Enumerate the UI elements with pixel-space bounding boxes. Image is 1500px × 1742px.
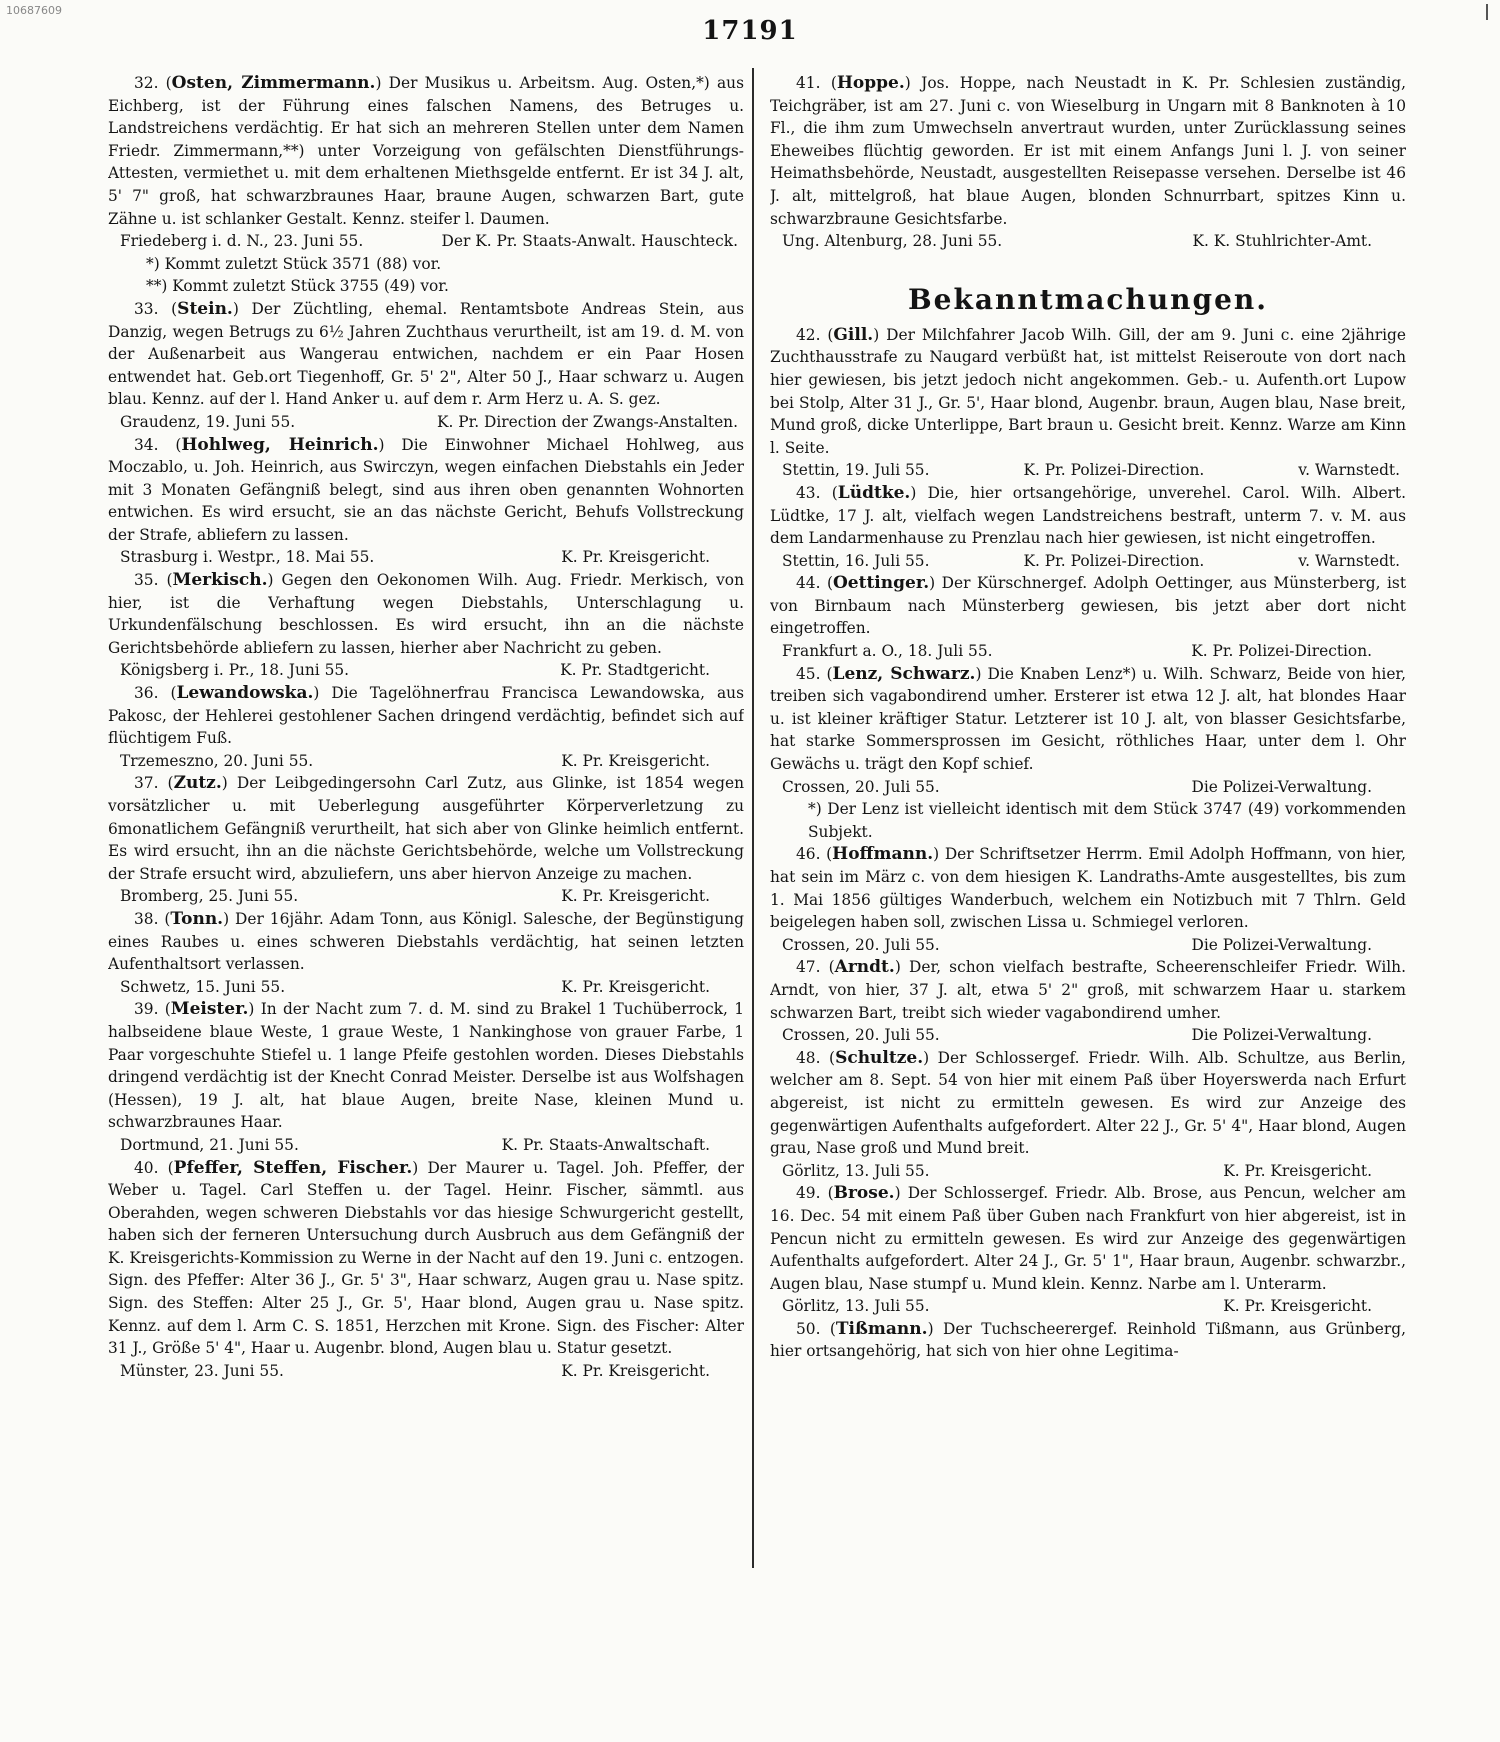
notice-place-date: Görlitz, 13. Juli 55. [782,1161,930,1180]
notice-authority: K. Pr. Kreisgericht. [561,1361,710,1380]
notice-keyword: Merkisch. [172,570,268,591]
notice-44 [770,572,1406,662]
notice-signature [108,546,744,569]
notice-signature [770,1024,1406,1047]
notice-number: 34. [134,435,159,454]
notice-place-date: Münster, 23. Juni 55. [120,1361,284,1380]
notice-number: 44. [796,574,821,593]
notice-place-date: Bromberg, 25. Juni 55. [120,887,299,906]
notice-body: 33. (Stein.) Der Züchtling, ehemal. Rentamtsbote Andreas Stein, aus Danzig, wegen Betrugs zu 6½ Jahren Zuchthaus verurtheilt, ist am 19. d. M. von der Außenarbeit aus Wangerau entwichen, nachdem er ein Paar Hosen entwendet hat. Geb.ort Tiegenhoff, Gr. 5' 2", Alter 50 J., Haar schwarz u. Augen blau. Kennz. auf der l. Hand Anker u. auf dem r. Arm Herz u. A. S. gez. [108,298,744,409]
notice-place-date: Crossen, 20. Juli 55. [782,777,940,796]
notice-authority: K. Pr. Staats-Anwaltschaft. [501,1135,710,1154]
notice-number: 33. [134,299,159,318]
footnote: **) Kommt zuletzt Stück 3755 (49) vor. [146,277,449,296]
notice-keyword: Tißmann. [835,1318,928,1339]
notice-body: 47. (Arndt.) Der, schon vielfach bestrafte, Scheerenschleifer Friedr. Wilh. Arndt, von hier, 37 J. alt, etwa 5' 2" groß, mit schwarzem Haar u. starkem schwarzen Bart, treibt sich wieder vagabondirend umher. [770,957,1406,1022]
notice-text: Der 16jähr. Adam Tonn, aus Königl. Salesche, der Begünstigung eines Raubes u. eines schweren Diebstahls verdächtig, hat seinen letzten Aufenthaltsort verlassen. [108,909,744,974]
notice-number: 46. [796,845,821,864]
notice-text: Die, hier ortsangehörige, unverehel. Carol. Wilh. Albert. Lüdtke, 17 J. alt, vielfach wegen Landstreichens bestraft, unterm 7. v. M. aus dem Landarmenhause zu Prenzlau nach hier gewiesen, ist nicht eingetroffen. [770,483,1406,548]
notice-signature [770,1160,1406,1183]
notice-keyword: Zutz. [173,773,222,794]
notice-keyword: Hohlweg, Heinrich. [181,434,379,455]
notice-39 [108,998,744,1156]
notice-signature [770,550,1406,573]
section-heading: Bekanntmachungen. [907,282,1269,316]
notice-35 [108,569,744,682]
notice-32 [108,72,744,298]
notice-42 [770,324,1406,482]
notice-authority: K. Pr. Kreisgericht. [561,887,710,906]
notice-signature [108,885,744,908]
notice-place-date: Stettin, 19. Juli 55. [782,461,930,480]
notice-body: 39. (Meister.) In der Nacht zum 7. d. M. sind zu Brakel 1 Tuchüberrock, 1 halbseidene blaue Weste, 1 graue Weste, 1 Nankinghose von grauer Farbe, 1 Paar vorgeschuhte Stiefel u. 1 lange Pfeife gestohlen worden. Dieses Diebstahls dringend verdächtig ist der Knecht Conrad Meister. Derselbe ist aus Wolfshagen (Hessen), 19 J. alt, hat blaue Augen, breite Nase, kleinen Mund u. schwarzbraunes Haar. [108,999,744,1132]
notice-47 [770,956,1406,1046]
notice-place-date: Dortmund, 21. Juni 55. [120,1135,299,1154]
column-rule [752,68,754,1568]
notice-signature [108,976,744,999]
notice-keyword: Tonn. [170,908,224,929]
notice-41 [770,72,1406,253]
notice-authority: K. Pr. Polizei-Direction. [1191,642,1372,661]
notice-keyword: Meister. [170,999,249,1020]
notice-body: 38. (Tonn.) Der 16jähr. Adam Tonn, aus Königl. Salesche, der Begünstigung eines Raubes u. eines schweren Diebstahls verdächtig, hat seinen letzten Aufenthaltsort verlassen. [108,908,744,974]
notice-body: 34. (Hohlweg, Heinrich.) Die Einwohner Michael Hohlweg, aus Moczablo, u. Joh. Heinrich, aus Swirczyn, wegen einfachen Diebstahls ein Jeder mit 3 Monaten Gefängniß belegt, sind aus ihren oben genannten Wohnorten entwichen. Es wird ersucht, sie an das nächste Gericht, Behufs Vollstreckung der Strafe, abliefern zu lassen. [108,434,744,544]
notice-place-date: Strasburg i. Westpr., 18. Mai 55. [120,548,375,567]
notice-text: Die Einwohner Michael Hohlweg, aus Moczablo, u. Joh. Heinrich, aus Swirczyn, wegen einfachen Diebstahls ein Jeder mit 3 Monaten Gefängniß belegt, sind aus ihren oben genannten Wohnorten entwichen. Es wird ersucht, sie an das nächste Gericht, Behufs Vollstreckung der Strafe, abliefern zu lassen. [108,435,744,544]
notice-body: 45. (Lenz, Schwarz.) Die Knaben Lenz*) u. Wilh. Schwarz, Beide von hier, treiben sich vagabondirend umher. Ersterer ist etwa 12 J. alt, hat blondes Haar u. ist kleiner kräftiger Statur. Letzterer ist 10 J. alt, von blasser Gesichtsfarbe, hat starke Sommersprossen im Gesicht, röthliches Haar, unter dem l. Ohr Gewächs u. trägt den Kopf schief. [770,663,1406,774]
notice-keyword: Osten, Zimmermann. [171,73,376,93]
notice-number: 50. [796,1319,821,1338]
notice-authority: Die Polizei-Verwaltung. [1191,1026,1372,1045]
notice-authority: K. K. Stuhlrichter-Amt. [1192,232,1372,251]
notice-signature [108,1360,744,1383]
notice-50 [770,1318,1406,1363]
notice-authority: K. Pr. Kreisgericht. [561,548,710,567]
notice-keyword: Stein. [177,298,233,319]
notice-body: 36. (Lewandowska.) Die Tagelöhnerfrau Francisca Lewandowska, aus Pakosc, der Hehlerei gestohlener Sachen dringend verdächtig, befindet sich auf flüchtigem Fuß. [108,683,744,748]
notice-place-date: Crossen, 20. Juli 55. [782,935,940,954]
notice-text: Der Leibgedingersohn Carl Zutz, aus Glinke, ist 1854 wegen vorsätzlicher u. mit Ueberlegung ausgeführter Körperverletzung zu 6monatlichem Gefängniß verurtheilt, hat sich aber von Glinke heimlich entfernt. Es wird ersucht, ihn an die nächste Gerichtsbehörde, welche um Vollstreckung der Strafe ersucht wird, abzuliefern, uns aber hiervon Anzeige zu machen. [108,774,744,883]
notice-45 [770,663,1406,844]
notice-keyword: Pfeffer, Steffen, Fischer. [173,1157,413,1178]
notice-text: Der Schlossergef. Friedr. Alb. Brose, aus Pencun, welcher am 16. Dec. 54 mit einem Paß über Guben nach Frankfurt von hier abgereist, ist in Pencun nicht zu ermitteln gewesen. Es wird zur Anzeige des gegenwärtigen Aufenthalts aufgefordert. Alter 24 J., Gr. 5' 1", Haar braun, Augenbr. schwarzbr., Augen blau, Nase stumpf u. Mund klein. Kennz. Narbe am l. Unterarm. [770,1184,1406,1293]
notice-place-date: Stettin, 16. Juli 55. [782,551,930,570]
notice-body: 43. (Lüdtke.) Die, hier ortsangehörige, unverehel. Carol. Wilh. Albert. Lüdtke, 17 J. alt, vielfach wegen Landstreichens bestraft, unterm 7. v. M. aus dem Landarmenhause zu Prenzlau nach hier gewiesen, ist nicht eingetroffen. [770,482,1406,548]
notice-40 [108,1157,744,1383]
notice-authority: Der K. Pr. Staats-Anwalt. Hauschteck. [441,232,738,251]
notice-authority: K. Pr. Kreisgericht. [1223,1297,1372,1316]
notice-text: Die Tagelöhnerfrau Francisca Lewandowska, aus Pakosc, der Hehlerei gestohlener Sachen dringend verdächtig, befindet sich auf flüchtigem Fuß. [108,684,744,748]
notice-48 [770,1047,1406,1183]
notice-body: 50. (Tißmann.) Der Tuchscheerergef. Reinhold Tißmann, aus Grünberg, hier ortsangehörig, hat sich von hier ohne Legitima- [770,1318,1406,1361]
notice-text: In der Nacht zum 7. d. M. sind zu Brakel 1 Tuchüberrock, 1 halbseidene blaue Weste, 1 graue Weste, 1 Nankinghose von grauer Farbe, 1 Paar vorgeschuhte Stiefel u. 1 lange Pfeife gestohlen worden. Dieses Diebstahls dringend verdächtig ist der Knecht Conrad Meister. Derselbe ist aus Wolfshagen (Hessen), 19 J. alt, hat blaue Augen, breite Nase, kleinen Mund u. schwarzbraunes Haar. [108,1000,744,1132]
notice-body: 49. (Brose.) Der Schlossergef. Friedr. Alb. Brose, aus Pencun, welcher am 16. Dec. 54 mit einem Paß über Guben nach Frankfurt von hier abgereist, ist in Pencun nicht zu ermitteln gewesen. Es wird zur Anzeige des gegenwärtigen Aufenthalts aufgefordert. Alter 24 J., Gr. 5' 1", Haar braun, Augenbr. schwarzbr., Augen blau, Nase stumpf u. Mund klein. Kennz. Narbe am l. Unterarm. [770,1183,1406,1293]
notice-authority: K. Pr. Kreisgericht. [1223,1161,1372,1180]
notice-number: 32. [134,74,159,92]
notice-text: Der Musikus u. Arbeitsm. Aug. Osten,*) aus Eichberg, ist der Führung eines falschen Namens, des Betruges u. Landstreichens verdächtig. Er hat sich an mehreren Stellen unter dem Namen Friedr. Zimmermann,**) unter Vorzeigung von gefälschten Dienstführungs-Attesten, vermiethet u. mit dem erhaltenen Miethsgelde entfernt. Er ist 34 J. alt, 5' 7" groß, hat schwarzbraunes Haar, braune Augen, schwarzen Bart, gute Zähne u. ist schlanker Gestalt. Kennz. steifer l. Daumen. [108,74,744,228]
notice-signature [108,659,744,682]
notice-authority: K. Pr. Stadtgericht. [560,661,710,680]
notice-36 [108,682,744,772]
notice-number: 48. [796,1048,821,1067]
notice-text: Der Schlossergef. Friedr. Wilh. Alb. Schultze, aus Berlin, welcher am 8. Sept. 54 von hier mit einem Paß über Hoyerswerda nach Erfurt abgereist, ist nicht zu ermitteln gewesen. Es wird zur Anzeige des gegenwärtigen Aufenthalts aufgefordert. Alter 22 J., Gr. 5' 4", Haar blond, Augen grau, Nase groß und Mund breit. [770,1048,1406,1158]
notice-signature [770,934,1406,957]
notice-body: 42. (Gill.) Der Milchfahrer Jacob Wilh. Gill, der am 9. Juni c. eine 2jährige Zuchthausstrafe zu Naugard verbüßt hat, ist mittelst Reiseroute von dort nach hier gewiesen, bis jetzt jedoch nicht angekommen. Geb.- u. Aufenth.ort Lupow bei Stolp, Alter 31 J., Gr. 5', Haar blond, Augenbr. braun, Augen blau, Nase breit, Mund groß, dicke Unterlippe, Bart braun u. Gesicht breit. Kennz. Warze am Kinn l. Seite. [770,324,1406,457]
notice-text: Der Kürschnergef. Adolph Oettinger, aus Münsterberg, ist von Birnbaum nach Münsterberg gewiesen, bis jetzt aber dort nicht eingetroffen. [770,574,1406,638]
notice-number: 38. [134,909,159,928]
notice-text: Der Züchtling, ehemal. Rentamtsbote Andreas Stein, aus Danzig, wegen Betrugs zu 6½ Jahren Zuchthaus verurtheilt, ist am 19. d. M. von der Außenarbeit aus Wangerau entwichen, nachdem er ein Paar Hosen entwendet hat. Geb.ort Tiegenhoff, Gr. 5' 2", Alter 50 J., Haar schwarz u. Augen blau. Kennz. auf der l. Hand Anker u. auf dem r. Arm Herz u. A. S. gez. [108,299,744,409]
notice-authority: K. Pr. Direction der Zwangs-Anstalten. [436,412,738,431]
notice-authority: K. Pr. Polizei-Direction. [1023,461,1205,480]
notice-text: Der Maurer u. Tagel. Joh. Pfeffer, der Weber u. Tagel. Carl Steffen u. der Tagel. Heinr. Fischer, sämmtl. aus Oberahden, wegen schweren Diebstahls vor das hiesige Schwurgericht gestellt, haben sich der ferneren Untersuchung durch Ausbruch aus dem Gefängniß der K. Kreisgerichts-Kommission zu Werne in der Nacht auf den 19. Juni c. entzogen. Sign. des Pfeffer: Alter 36 J., Gr. 5' 3", Haar schwarz, Augen grau u. Nase spitz. Sign. des Steffen: Alter 25 J., Gr. 5', Haar blond, Augen grau u. Nase spitz. Kennz. auf dem l. Arm C. S. 1851, Herzchen mit Krone. Sign. des Fischer: Alter 31 J., Größe 5' 4", Haar u. Augenbr. blond, Augen blau u. Statur gesetzt. [108,1158,744,1358]
notice-38 [108,908,744,998]
notice-number: 35. [134,571,159,590]
notice-official: v. Warnstedt. [1298,461,1400,480]
notice-number: 45. [796,664,821,683]
notice-authority: K. Pr. Kreisgericht. [561,751,710,770]
notice-body: 41. (Hoppe.) Jos. Hoppe, nach Neustadt in K. Pr. Schlesien zuständig, Teichgräber, ist am 27. Juni c. von Wieselburg in Ungarn mit 8 Banknoten à 10 Fl., die ihm zum Umwechseln anvertraut wurden, unter Zurücklassung seines Eheweibes flüchtig geworden. Er ist mit einem Anfangs Juni l. J. von seiner Heimathsbehörde, Neustadt, ausgestellten Reisepasse versehen. Derselbe ist 46 J. alt, mittelgroß, hat blaue Augen, blonden Schnurrbart, spitzes Kinn u. schwarzbraune Gesichtsfarbe. [770,73,1406,228]
notice-text: Der Tuchscheerergef. Reinhold Tißmann, aus Grünberg, hier ortsangehörig, hat sich von hier ohne Legitima- [770,1319,1406,1361]
footnote: *) Kommt zuletzt Stück 3571 (88) vor. [146,254,442,273]
notice-43 [770,482,1406,572]
notice-text: Die Knaben Lenz*) u. Wilh. Schwarz, Beide von hier, treiben sich vagabondirend umher. Ersterer ist etwa 12 J. alt, hat blondes Haar u. ist kleiner kräftiger Statur. Letzterer ist 10 J. alt, von blasser Gesichtsfarbe, hat starke Sommersprossen im Gesicht, röthliches Haar, unter dem l. Ohr Gewächs u. trägt den Kopf schief. [770,664,1406,774]
notice-number: 40. [134,1158,159,1177]
page-number: 17191 [702,16,798,46]
notice-46 [770,843,1406,956]
notice-keyword: Lewandowska. [176,683,314,704]
notice-text: Jos. Hoppe, nach Neustadt in K. Pr. Schlesien zuständig, Teichgräber, ist am 27. Juni c. von Wieselburg in Ungarn mit 8 Banknoten à 10 Fl., die ihm zum Umwechseln anvertraut wurden, unter Zurücklassung seines Eheweibes flüchtig geworden. Er ist mit einem Anfangs Juni l. J. von seiner Heimathsbehörde, Neustadt, ausgestellten Reisepasse versehen. Derselbe ist 46 J. alt, mittelgroß, hat blaue Augen, blonden Schnurrbart, spitzes Kinn u. schwarzbraune Gesichtsfarbe. [770,74,1406,228]
notice-number: 36. [134,684,159,703]
notice-signature [770,776,1406,799]
notice-signature [108,750,744,773]
footnote: *) Der Lenz ist vielleicht identisch mit dem Stück 3747 (49) vorkommenden Subjekt. [808,800,1406,841]
notice-place-date: Graudenz, 19. Juni 55. [120,412,296,431]
notice-number: 42. [796,325,821,344]
notice-keyword: Hoffmann. [832,844,934,865]
notice-body: 32. (Osten, Zimmermann.) Der Musikus u. Arbeitsm. Aug. Osten,*) aus Eichberg, ist der Führung eines falschen Namens, des Betruges u. Landstreichens verdächtig. Er hat sich an mehreren Stellen unter dem Namen Friedr. Zimmermann,**) unter Vorzeigung von gefälschten Dienstführungs-Attesten, vermiethet u. mit dem erhaltenen Miethsgelde entfernt. Er ist 34 J. alt, 5' 7" groß, hat schwarzbraunes Haar, braune Augen, schwarzen Bart, gute Zähne u. ist schlanker Gestalt. Kennz. steifer l. Daumen. [108,73,744,228]
notice-authority: Die Polizei-Verwaltung. [1191,935,1372,954]
notice-number: 37. [134,774,159,793]
notice-body: 44. (Oettinger.) Der Kürschnergef. Adolph Oettinger, aus Münsterberg, ist von Birnbaum nach Münsterberg gewiesen, bis jetzt aber dort nicht eingetroffen. [770,573,1406,638]
notice-number: 41. [796,74,821,92]
notice-keyword: Lenz, Schwarz. [832,663,976,684]
notice-signature [108,1134,744,1157]
notice-signature [108,411,744,434]
notice-text: Der Milchfahrer Jacob Wilh. Gill, der am 9. Juni c. eine 2jährige Zuchthausstrafe zu Naugard verbüßt hat, ist mittelst Reiseroute von dort nach hier gewiesen, bis jetzt jedoch nicht angekommen. Geb.- u. Aufenth.ort Lupow bei Stolp, Alter 31 J., Gr. 5', Haar blond, Augenbr. braun, Augen blau, Nase breit, Mund groß, dicke Unterlippe, Bart braun u. Gesicht breit. Kennz. Warze am Kinn l. Seite. [770,325,1406,457]
notice-37 [108,772,744,908]
notice-49 [770,1182,1406,1318]
notice-text: Der Schriftsetzer Herrm. Emil Adolph Hoffmann, von hier, hat sein im März c. von dem hiesigen K. Landraths-Amte ausgestelltes, bis zum 1. Mai 1856 gültiges Wanderbuch, welchem ein Notizbuch mit 7 Thlrn. Geld beigelegen haben soll, zwischen Lissa u. Schmiegel verloren. [770,845,1406,932]
notice-place-date: Frankfurt a. O., 18. Juli 55. [782,642,993,661]
notice-body: 48. (Schultze.) Der Schlossergef. Friedr. Wilh. Alb. Schultze, aus Berlin, welcher am 8. Sept. 54 von hier mit einem Paß über Hoyerswerda nach Erfurt abgereist, ist nicht zu ermitteln gewesen. Es wird zur Anzeige des gegenwärtigen Aufenthalts aufgefordert. Alter 22 J., Gr. 5' 4", Haar blond, Augen grau, Nase groß und Mund breit. [770,1047,1406,1158]
notice-number: 43. [796,483,821,502]
notice-signature [770,1295,1406,1318]
right-column [770,72,1406,1722]
notice-keyword: Schultze. [835,1047,924,1068]
notice-place-date: Görlitz, 13. Juli 55. [782,1297,930,1316]
notice-text: Gegen den Oekonomen Wilh. Aug. Friedr. Merkisch, von hier, ist die Verhaftung wegen Diebstahls, Unterschlagung u. Urkundenfälschung beschlossen. Es wird ersucht, ihn an die nächste Gerichtsbehörde abliefern zu lassen, hierher aber Nachricht zu geben. [108,571,744,657]
notice-authority: K. Pr. Polizei-Direction. [1023,551,1205,570]
notice-place-date: Schwetz, 15. Juni 55. [120,977,286,996]
notice-place-date: Trzemeszno, 20. Juni 55. [120,751,314,770]
notice-keyword: Hoppe. [836,73,905,93]
notice-signature [770,230,1406,253]
notice-place-date: Friedeberg i. d. N., 23. Juni 55. [120,232,364,251]
notice-33 [108,298,744,434]
notice-place-date: Crossen, 20. Juli 55. [782,1026,940,1045]
notice-authority: K. Pr. Kreisgericht. [561,977,710,996]
notice-place-date: Ung. Altenburg, 28. Juni 55. [782,232,1003,251]
notice-keyword: Oettinger. [832,573,930,594]
notice-number: 47. [796,958,821,977]
notice-place-date: Königsberg i. Pr., 18. Juni 55. [120,661,350,680]
notice-keyword: Brose. [833,1183,895,1204]
notice-34 [108,434,744,570]
notice-keyword: Arndt. [834,957,895,978]
notice-keyword: Gill. [833,324,874,345]
notice-number: 49. [796,1184,821,1203]
notice-number: 39. [134,1000,159,1019]
notice-body: 40. (Pfeffer, Steffen, Fischer.) Der Maurer u. Tagel. Joh. Pfeffer, der Weber u. Tagel. Carl Steffen u. der Tagel. Heinr. Fischer, sämmtl. aus Oberahden, wegen schweren Diebstahls vor das hiesige Schwurgericht gestellt, haben sich der ferneren Untersuchung durch Ausbruch aus dem Gefängniß der K. Kreisgerichts-Kommission zu Werne in der Nacht auf den 19. Juni c. entzogen. Sign. des Pfeffer: Alter 36 J., Gr. 5' 3", Haar schwarz, Augen grau u. Nase spitz. Sign. des Steffen: Alter 25 J., Gr. 5', Haar blond, Augen grau u. Nase spitz. Kennz. auf dem l. Arm C. S. 1851, Herzchen mit Krone. Sign. des Fischer: Alter 31 J., Größe 5' 4", Haar u. Augenbr. blond, Augen blau u. Statur gesetzt. [108,1157,744,1358]
notice-keyword: Lüdtke. [837,482,911,503]
notice-signature [770,640,1406,663]
notice-body: 35. (Merkisch.) Gegen den Oekonomen Wilh. Aug. Friedr. Merkisch, von hier, ist die Verhaftung wegen Diebstahls, Unterschlagung u. Urkundenfälschung beschlossen. Es wird ersucht, ihn an die nächste Gerichtsbehörde abliefern zu lassen, hierher aber Nachricht zu geben. [108,570,744,657]
notice-body: 46. (Hoffmann.) Der Schriftsetzer Herrm. Emil Adolph Hoffmann, von hier, hat sein im März c. von dem hiesigen K. Landraths-Amte ausgestelltes, bis zum 1. Mai 1856 gültiges Wanderbuch, welchem ein Notizbuch mit 7 Thlrn. Geld beigelegen haben soll, zwischen Lissa u. Schmiegel verloren. [770,844,1406,932]
notice-official: v. Warnstedt. [1298,551,1400,570]
notice-signature [108,230,744,253]
notice-body: 37. (Zutz.) Der Leibgedingersohn Carl Zutz, aus Glinke, ist 1854 wegen vorsätzlicher u. mit Ueberlegung ausgeführter Körperverletzung zu 6monatlichem Gefängniß verurtheilt, hat sich aber von Glinke heimlich entfernt. Es wird ersucht, ihn an die nächste Gerichtsbehörde, welche um Vollstreckung der Strafe ersucht wird, abzuliefern, uns aber hiervon Anzeige zu machen. [108,773,744,883]
notice-signature [770,459,1406,482]
notice-text: Der, schon vielfach bestrafte, Scheerenschleifer Friedr. Wilh. Arndt, von hier, 37 J. alt, etwa 5' 2" groß, mit schwarzem Haar u. starkem schwarzen Bart, treibt sich wieder vagabondirend umher. [770,958,1406,1022]
scan-id: 10687609 [6,4,62,17]
left-column [108,72,744,1722]
notice-authority: Die Polizei-Verwaltung. [1191,777,1372,796]
